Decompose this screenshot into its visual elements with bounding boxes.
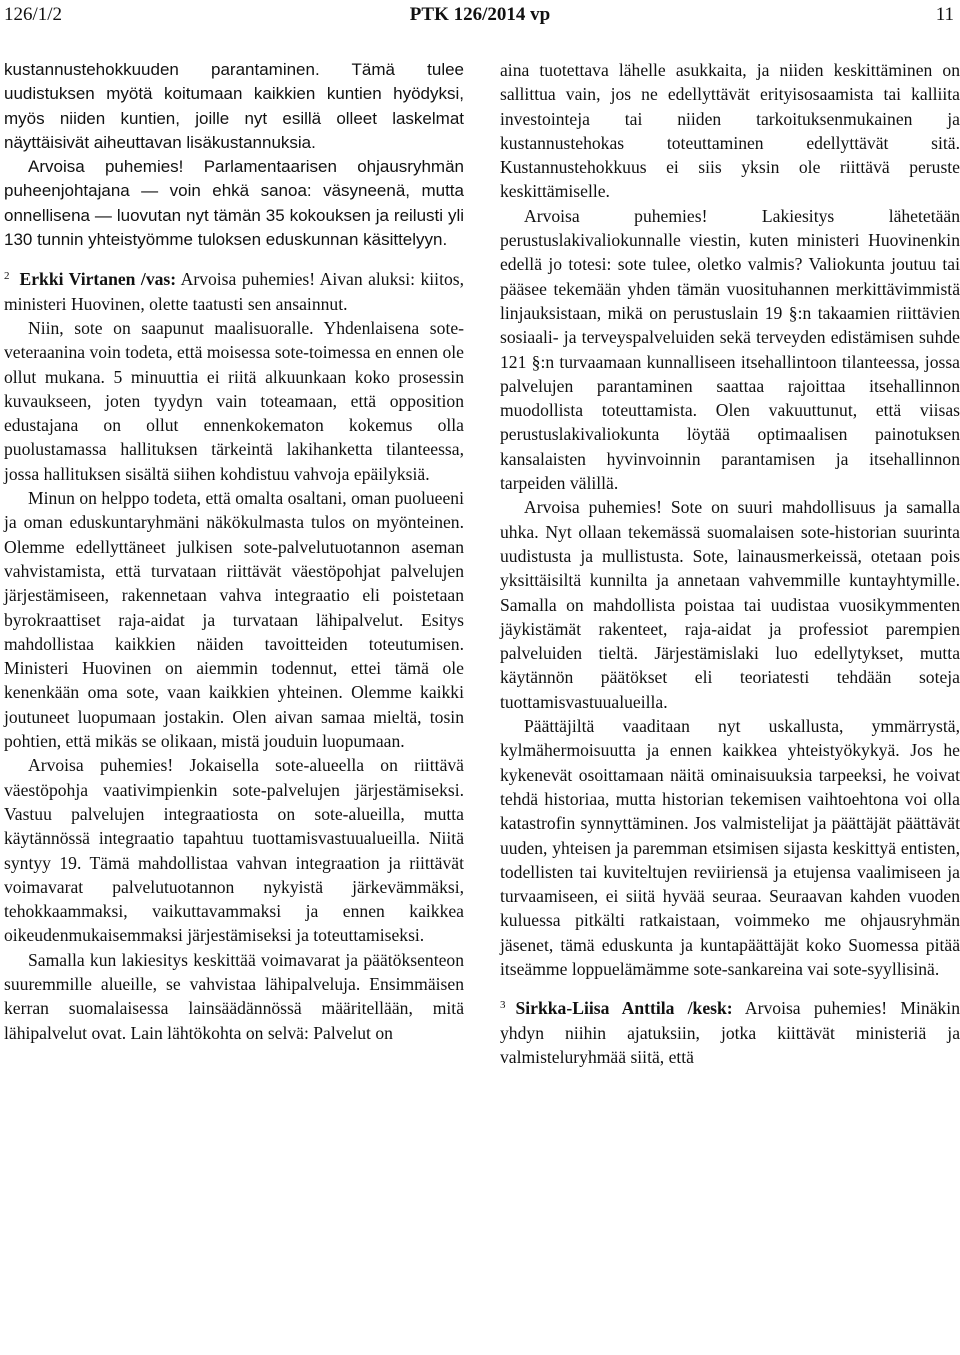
paragraph: Arvoisa puhemies! Jokaisella sote-alueella on riittävä väestöpohja vaativimpienkin sote-palvelujen järjestämiseksi. Vastuu palvelujen integraatiosta on sote-alueilla, mutta käytännössä integraatio tapahtuu tuottamisvastuualueilla. Niitä syntyy 19. Tämä mahdollistaa vahvan integraation ja riittävät voimavarat palvelutuotannon nykyistä järkevämmäksi, tehokkaammaksi, vaikuttavammaksi ja ennen kaikkea oikeudenmukaisemmaksi järjestämiseksi ja toteuttamiseksi. <box>4 755 464 946</box>
paragraph: kustannustehokkuuden parantaminen. Tämä tulee uudistuksen myötä koitumaan kaikkien kuntien hyödyksi, myös niiden kuntien, joille nyt esillä olleet laskelmat näyttäisivät aiheuttavan lisäkustannuksia. <box>4 60 464 152</box>
speaker-name: Sirkka-Liisa Anttila /kesk: <box>515 998 733 1019</box>
paragraph: Niin, sote on saapunut maalisuoralle. Yhdenlaisena sote-veteraanina voin todeta, että moisessa sote-toimessa en ennen ole ollut mukana. 5 minuuttia ei riitä alkuunkaan koko prosessin kuvaukseen, joten tyydyn vain toteamaan, että opposition edustajana on ollut ennenkokematon kokemus olla puolustamassa hallituksen tärkeintä lakihanketta tilanteessa, jossa hallituksen sisältä siihen kohdistuu vahvoja epäilyksiä. <box>4 317 464 484</box>
paragraph: Arvoisa puhemies! Minäkin yhdyn niihin ajatuksiin, jotka kiittävät ministeriä ja valmisteluryhmää siitä, että <box>500 998 960 1067</box>
speaker-turn <box>500 993 960 1069</box>
paragraph: Minun on helppo todeta, että omalta osaltani, oman puolueeni ja oman eduskuntaryhmäni näkökulmasta tulos on myönteinen. Olemme edellyttäneet julkisen sote-palvelutuotannon aseman vahvistamista, että turvataan riittävät väestöpohjat palvelujen järjestämiseen, rakennetaan vahva integraatio eli poistetaan byrokraattiset raja-aidat ja turvataan lähipalvelut. Esitys mahdollistaa kaikkien näiden tavoitteiden toteutumisen. Ministeri Huovinen on aiemmin todennut, ettei tämä ole kenenkään oma sote, vaan kaikkien yhteinen. Olemme kaikki joutuneet luopumaan jostakin. Olen aivan samaa mieltä, tosin pohtien, että mikäs se olikaan, mistä jouduin luopumaan. <box>4 488 464 752</box>
paragraph: Arvoisa puhemies! Aivan aluksi: kiitos, ministeri Huovinen, olette taatusti sen ansainnut. <box>4 269 464 314</box>
speaker-number: 2 <box>4 270 10 283</box>
paragraph: Päättäjiltä vaaditaan nyt uskallusta, ymmärrystä, kylmähermoisuutta ja ennen kaikkea yhteistyökykyä. Jos he kykenevät osoittamaan näitä ominaisuuksia tarpeeksi, he voivat tehdä historiaa, mutta historian tekemisen vaihtoehtona voi olla katastrofin synnyttäminen. Jos valmistelijat ja päättäjät päättävät uuden, yhteisen ja paremman etsimisen sijasta keskittyä entisten, todellisten tai kuviteltujen reviiriensä ja etujensa vaalimiseen ja turvaamiseen, ei siitä hyvää seuraa. Seuraavan kahden vuoden kuluessa pitkälti ratkaistaan, voimmeko me ohjausryhmän jäsenet, tämä eduskunta ja kuntapäättäjät koko Suomessa pitää itseämme loppuelämämme sote-sankareina vai sote-syyllisinä. <box>500 716 960 979</box>
speaker-name: Erkki Virtanen /vas: <box>19 269 177 290</box>
page-number: 11 <box>935 4 954 25</box>
session-number: 126/1/2 <box>4 4 63 25</box>
left-column <box>4 58 464 1045</box>
right-column <box>500 58 960 1069</box>
paragraph: Arvoisa puhemies! Sote on suuri mahdollisuus ja samalla uhka. Nyt ollaan tekemässä suomalaisen sote-historian suurinta uudistusta ja mullistusta. Sote, lainausmerkeissä, otetaan pois yksittäisiltä kunnilta ja annetaan vahvemmille kuntayhtymille. Samalla on mahdollista poistaa tai uudistaa vuosikymmenten jäykistämät rakenteet, raja-aidat ja professiot parempien palveluiden tieltä. Järjestämislaki luo edellytykset, mutta käytännön päätökset eli teoriatesti tehdään soteja tuottamisvastuualueilla. <box>500 497 960 712</box>
speaker-number: 3 <box>500 999 506 1012</box>
paragraph: Arvoisa puhemies! Parlamentaarisen ohjausryhmän puheenjohtajana — voin ehkä sanoa: väsyneenä, mutta onnellisena — luovutan nyt tämän 35 kokouksen ja reilusti yli 130 tunnin yhteistyömme tuloksen eduskunnan käsittelyyn. <box>4 157 464 250</box>
page-header <box>0 0 960 30</box>
paragraph: Samalla kun lakiesitys keskittää voimavarat ja päätöksenteon suuremmille alueille, se vahvistaa lähipalveluja. Ensimmäisen kerran suomalaisessa lainsäädännössä määritellään, mitä lähipalvelut ovat. Lain lähtökohta on selvä: Palvelut on <box>4 949 464 1043</box>
paragraph: aina tuotettava lähelle asukkaita, ja niiden keskittäminen on sallittua vain, jos ne edellyttävät erityisosaamista tai kalliita investointeja tai niiden tarkoituksenmukainen ja kustannustehokas toteuttaminen edellyttävät sitä. Kustannustehokkuus ei siis yksin ole riittävä peruste keskittämiselle. <box>500 60 960 202</box>
document-id: PTK 126/2014 vp <box>409 4 551 25</box>
paragraph: Arvoisa puhemies! Lakiesitys lähetetään perustuslakivaliokunnalle viestin, kuten ministeri Huovinenkin edellä jo totesi: sote tulee, oletko valmis? Valiokunta joutuu tai pääsee tekemään yhden tämän vuosituhannen merkittävimmistä linjauksistaan, mikä on perustuslain 19 §:n takaamien riittävien sosiaali- ja terveyspalveluiden sekä terveyden edistämisen suhde 121 §:n turvaamaan kunnalliseen itsehallintoon tilanteessa, jossa palvelujen parantaminen saattaa rajoittaa itsehallinnon muodollista toteuttamista. Olen vakuuttunut, että viisas perustuslakivaliokunta löytää optimaalisen painotuksen kansalaisten hyvinvoinnin parantamisen ja itsehallinnon tarpeiden välillä. <box>500 205 960 494</box>
speaker-turn <box>4 264 464 316</box>
